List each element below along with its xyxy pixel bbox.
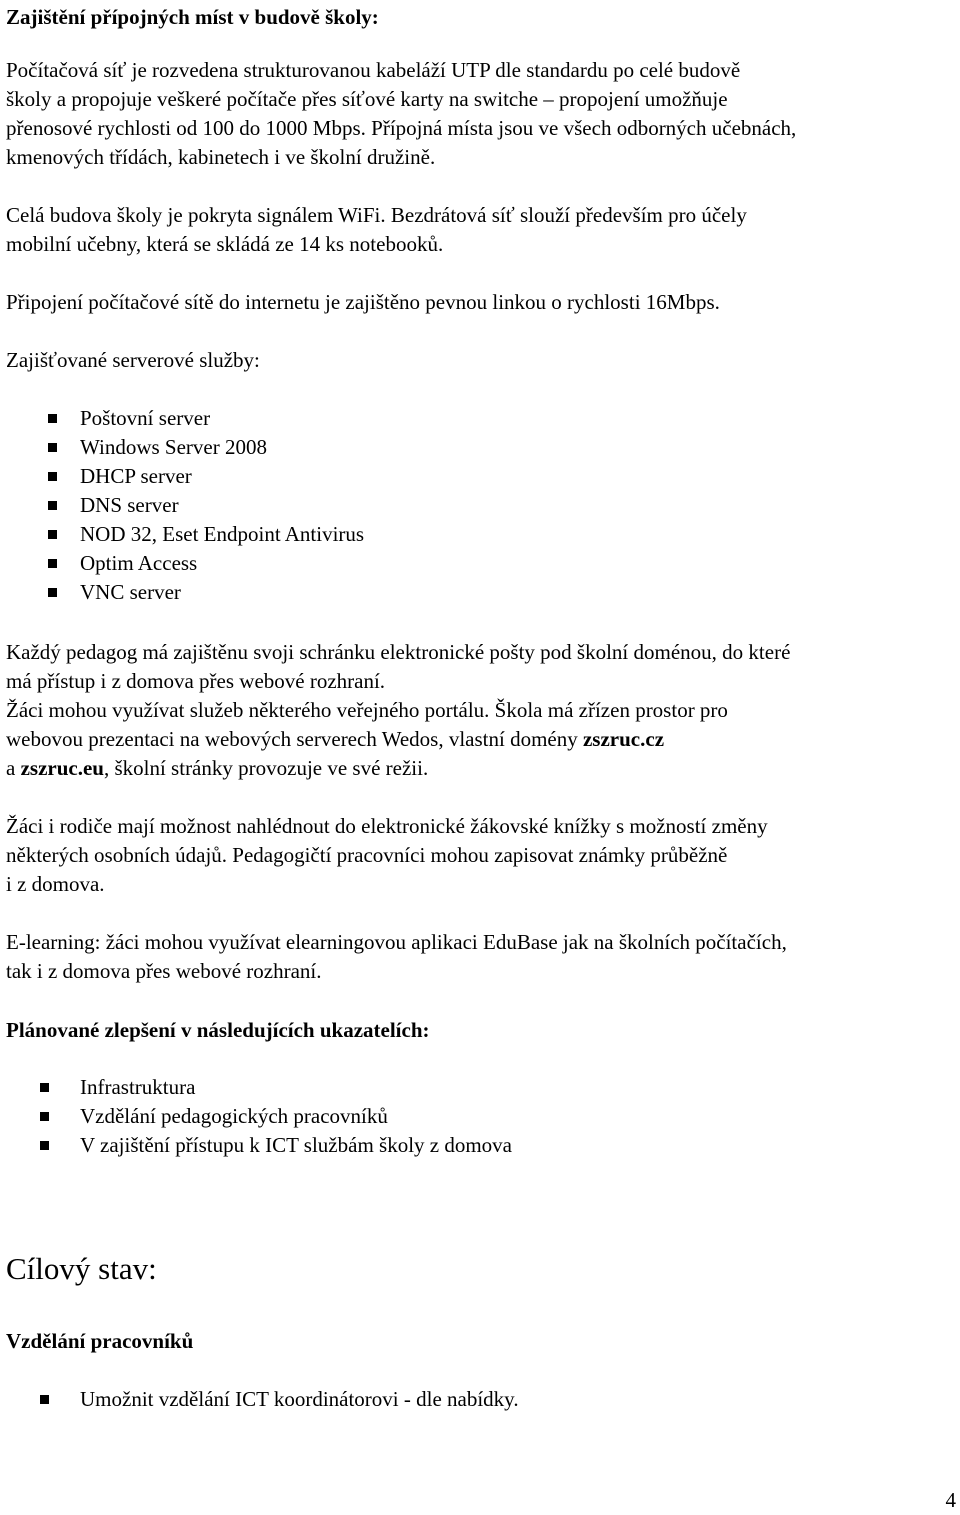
target-heading: Cílový stav: bbox=[6, 1251, 157, 1286]
planned-heading: Plánované zlepšení v následujících ukazatelích: bbox=[6, 1018, 430, 1042]
list-item bbox=[6, 1131, 512, 1160]
paragraph-network-line: školy a propojuje veškeré počítače přes síťové karty na switche – propojení umožňuje bbox=[6, 87, 728, 111]
list-item-label: Infrastruktura bbox=[80, 1075, 196, 1099]
paragraph-internet: Připojení počítačové sítě do internetu je zajištěno pevnou linkou o rychlosti 16Mbps. bbox=[6, 290, 720, 314]
domain-eu: zszruc.eu bbox=[20, 756, 104, 780]
section-heading-connection-points: Zajištění přípojných míst v budově školy: bbox=[6, 5, 379, 29]
square-bullet-icon bbox=[40, 1141, 49, 1150]
planned-list bbox=[6, 1073, 512, 1160]
paragraph-line: Žáci i rodiče mají možnost nahlédnout do elektronické žákovské knížky s možností změny bbox=[6, 814, 768, 838]
paragraph-edu-book bbox=[6, 812, 956, 899]
square-bullet-icon bbox=[40, 1083, 49, 1092]
paragraph-email-web bbox=[6, 638, 956, 783]
list-item-label: DNS server bbox=[80, 493, 179, 517]
list-item bbox=[6, 1073, 512, 1102]
paragraph-line: některých osobních údajů. Pedagogičtí pracovníci mohou zapisovat známky průběžně bbox=[6, 843, 728, 867]
list-item bbox=[6, 404, 364, 433]
paragraph-line: tak i z domova přes webové rozhraní. bbox=[6, 959, 322, 983]
paragraph-line: má přístup i z domova přes webové rozhraní. bbox=[6, 669, 386, 693]
paragraph-network-line: kmenových třídách, kabinetech i ve školní družině. bbox=[6, 145, 436, 169]
list-item bbox=[6, 520, 364, 549]
staff-heading: Vzdělání pracovníků bbox=[6, 1329, 194, 1353]
square-bullet-icon bbox=[48, 501, 57, 510]
paragraph-network-line: Počítačová síť je rozvedena strukturovanou kabeláží UTP dle standardu po celé budově bbox=[6, 58, 741, 82]
services-intro: Zajišťované serverové služby: bbox=[6, 348, 260, 372]
list-item-label: Optim Access bbox=[80, 551, 198, 575]
paragraph-network-line: přenosové rychlosti od 100 do 1000 Mbps. Přípojná místa jsou ve všech odborných učebnách, bbox=[6, 116, 797, 140]
square-bullet-icon bbox=[40, 1395, 49, 1404]
list-item bbox=[6, 578, 364, 607]
list-item-label: Poštovní server bbox=[80, 406, 211, 430]
paragraph-network bbox=[6, 56, 956, 172]
list-item bbox=[6, 491, 364, 520]
list-item bbox=[6, 462, 364, 491]
paragraph-line: a bbox=[6, 756, 21, 780]
staff-list bbox=[6, 1385, 519, 1414]
paragraph-wifi-line: mobilní učebny, která se skládá ze 14 ks notebooků. bbox=[6, 232, 444, 256]
paragraph-wifi bbox=[6, 201, 956, 259]
paragraph-line: webovou prezentaci na webových serverech Wedos, vlastní domény bbox=[6, 727, 583, 751]
list-item bbox=[6, 1102, 512, 1131]
square-bullet-icon bbox=[48, 559, 57, 568]
square-bullet-icon bbox=[40, 1112, 49, 1121]
list-item-label: Vzdělání pedagogických pracovníků bbox=[80, 1104, 388, 1128]
paragraph-line: i z domova. bbox=[6, 872, 105, 896]
list-item-label: Windows Server 2008 bbox=[80, 435, 267, 459]
paragraph-line: Každý pedagog má zajištěnu svoji schránku elektronické pošty pod školní doménou, do které bbox=[6, 640, 791, 664]
list-item-label: V zajištění přístupu k ICT službám školy z domova bbox=[80, 1133, 513, 1157]
square-bullet-icon bbox=[48, 443, 57, 452]
list-item bbox=[6, 549, 364, 578]
services-list bbox=[6, 404, 364, 607]
square-bullet-icon bbox=[48, 414, 57, 423]
list-item bbox=[6, 433, 364, 462]
square-bullet-icon bbox=[48, 588, 57, 597]
paragraph-elearning bbox=[6, 928, 956, 986]
list-item-label: Umožnit vzdělání ICT koordinátorovi - dle nabídky. bbox=[80, 1387, 519, 1411]
square-bullet-icon bbox=[48, 530, 57, 539]
page-number: 4 bbox=[945, 1488, 956, 1512]
square-bullet-icon bbox=[48, 472, 57, 481]
paragraph-wifi-line: Celá budova školy je pokryta signálem WiFi. Bezdrátová síť slouží především pro účely bbox=[6, 203, 747, 227]
paragraph-line: E-learning: žáci mohou využívat elearningovou aplikaci EduBase jak na školních počítačích, bbox=[6, 930, 787, 954]
domain-cz: zszruc.cz bbox=[582, 727, 665, 751]
paragraph-line: Žáci mohou využívat služeb některého veřejného portálu. Škola má zřízen prostor pro bbox=[6, 698, 728, 722]
list-item-label: NOD 32, Eset Endpoint Antivirus bbox=[80, 522, 365, 546]
list-item-label: VNC server bbox=[80, 580, 181, 604]
paragraph-line: , školní stránky provozuje ve své režii. bbox=[103, 756, 429, 780]
list-item-label: DHCP server bbox=[80, 464, 192, 488]
list-item bbox=[6, 1385, 519, 1414]
